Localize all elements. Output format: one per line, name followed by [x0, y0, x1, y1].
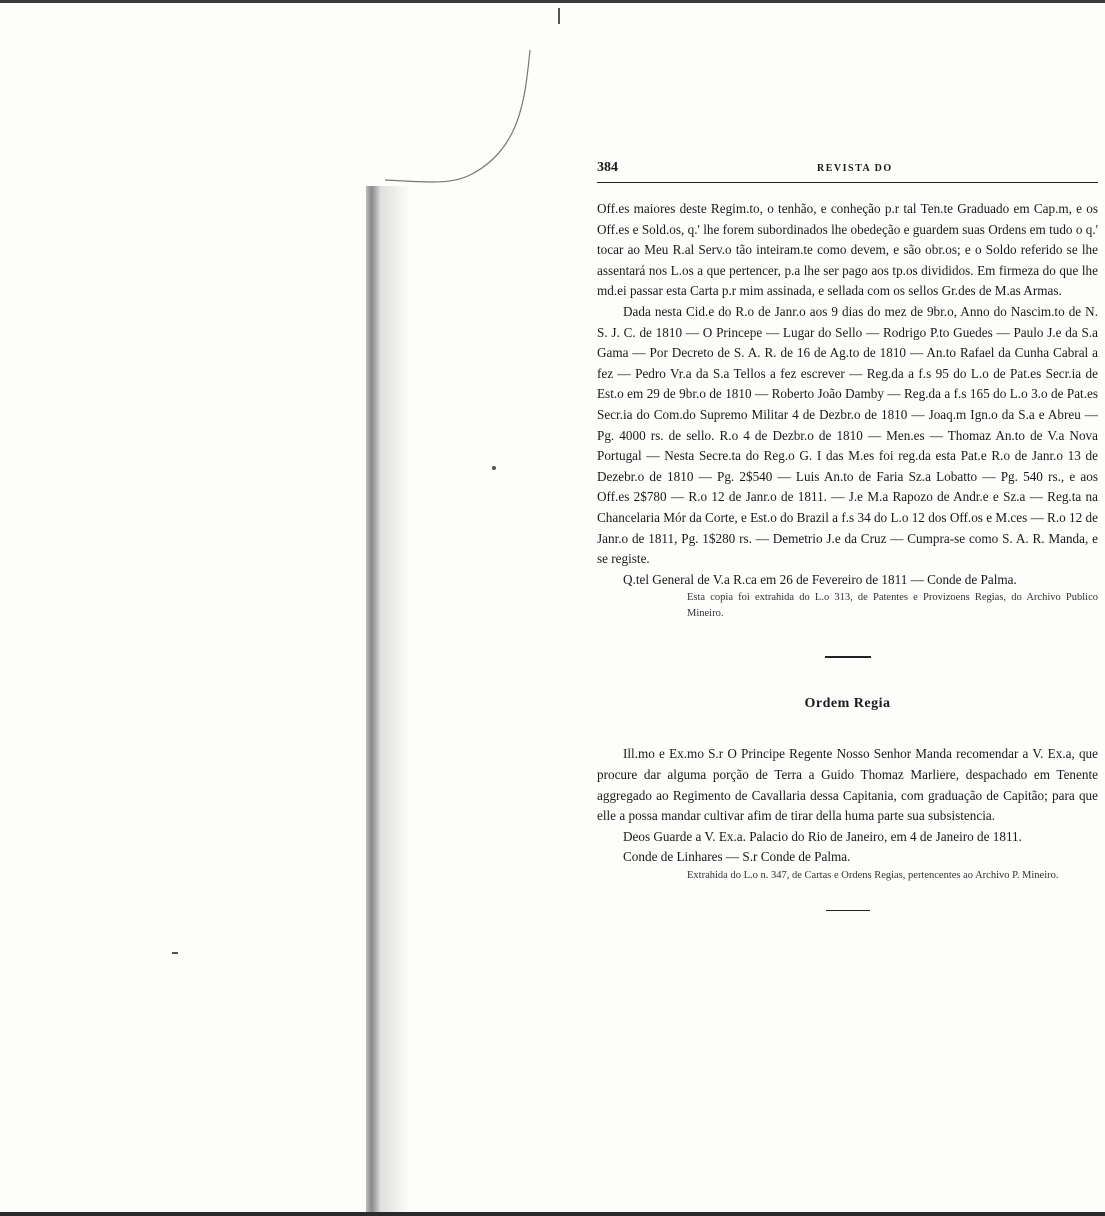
paragraph-continuation: Off.es maiores deste Regim.to, o tenhão, e conheção p.r tal Ten.te Graduado em Cap.m, e os Off.es e Sold.os, q.' lhe forem subordinados lhe obedeção e guardem suas Ordens em tudo o q.' tocar ao Meu R.al Serv.o tão inteiram.te como devem, e são obr.os; e o Soldo referido se lhe assentará nos L.os a que pertencer, p.a lhe ser pago aos tp.os divididos. Em firmeza do que lhe md.ei passar esta Carta p.r mim assinada, e sellada com os sellos Gr.des de M.as Armas. [597, 201, 1098, 299]
scan-speck [558, 8, 560, 24]
scan-top-border [0, 0, 1105, 3]
document-page [597, 160, 1098, 911]
paragraph-ordem: Ill.mo e Ex.mo S.r O Principe Regente Nosso Senhor Manda recomendar a V. Ex.a, que procure dar alguma porção de Terra a Guido Thomaz Marliere, despachado em Tenente aggregado ao Regimento de Cavallaria dessa Capitania, com graduação de Capitão; para que elle a possa mandar cultivar afim de tirar della huma parte sua subsistencia. [597, 746, 1098, 824]
paragraph-signature: Conde de Linhares — S.r Conde de Palma. [623, 849, 851, 865]
facing-page-curve [380, 40, 540, 200]
page-number: 384 [597, 160, 618, 175]
scan-speck [172, 952, 178, 954]
scan-speck [492, 466, 496, 470]
paragraph-quartel: Q.tel General de V.a R.ca em 26 de Fevereiro de 1811 — Conde de Palma. [623, 571, 1017, 587]
scan-bottom-border [0, 1212, 1105, 1216]
paragraph-dada: Dada nesta Cid.e do R.o de Janr.o aos 9 dias do mez de 9br.o, Anno do Nascim.to de N. S. J. C. de 1810 — O Princepe — Lugar do Sello — Rodrigo P.to Guedes — Paulo J.e da S.a Gama — Por Decreto de S. A. R. de 16 de Ag.to de 1810 — An.to Rafael da Cunha Cabral a fez — Pedro Vr.a da S.a Tellos a fez escrever — Reg.da a f.s 95 do L.o de Pat.es Secr.ia de Est.o em 29 de 9br.o de 1810 — Roberto João Damby — Reg.da a f.s 165 do L.o 3.o de Pat.es Secr.ia do Com.do Supremo Militar 4 de Dezbr.o de 1810 — Joaq.m Ign.o da S.a e Abreu — Pg. 4000 rs. de sello. R.o 4 de Dezbr.o de 1810 — Men.es — Thomaz An.to de V.a Nova Portugal — Nesta Secre.ta do Reg.o G. I das M.es foi reg.da esta Pat.e R.o de Janr.o 13 de Dezebr.o de 1810 — Pg. 2$540 — Luis An.to de Faria Sz.a Lobatto — Pg. 540 rs., e aos Off.es 2$780 — R.o 12 de Janr.o de 1811. — J.e M.a Rapozo de Andr.e e Sz.a — Reg.ta na Chancelaria Mór da Corte, e Est.o do Brazil a f.s 34 do L.o 12 dos Off.os e M.ces — R.o 12 de Janr.o de 1811, Pg. 1$280 rs. — Demetrio J.e da Cruz — Cumpra-se como S. A. R. Manda, e se registe. [597, 303, 1098, 567]
gutter-shadow [380, 186, 410, 1212]
facing-page-edge [366, 186, 380, 1216]
document-body [597, 199, 1098, 911]
source-note: Esta copia foi extrahida do L.o 313, de Patentes e Provizoens Regias, do Archivo Publico Mineiro. [687, 592, 1098, 620]
section-divider [825, 656, 871, 658]
page-header [597, 160, 1098, 183]
paragraph-deos-guarde: Deos Guarde a V. Ex.a. Palacio do Rio de Janeiro, em 4 de Janeiro de 1811. [623, 828, 1022, 844]
running-head: REVISTA DO [817, 163, 893, 174]
section-title: Ordem Regia [804, 695, 891, 711]
source-note: Extrahida do L.o n. 347, de Cartas e Ordens Regias, pertencentes ao Archivo P. Mineiro. [687, 869, 1059, 881]
end-divider [826, 910, 870, 912]
